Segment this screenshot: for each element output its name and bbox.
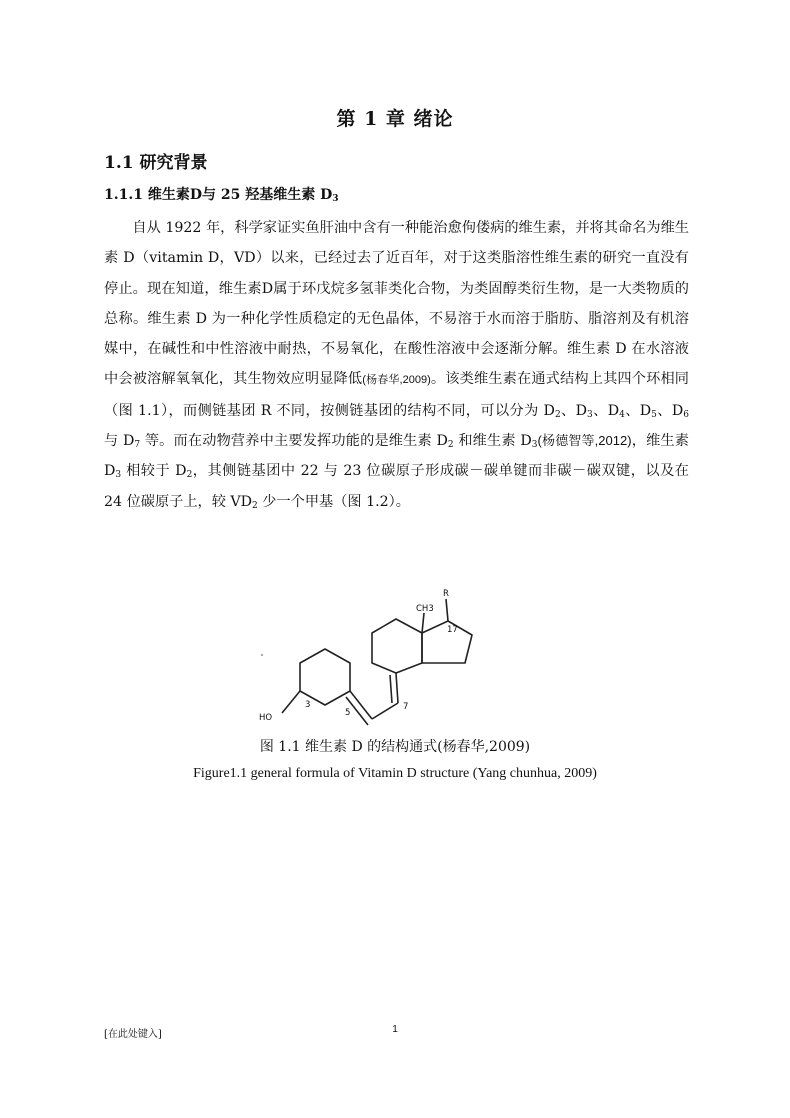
bond-c7-c8-double [390, 675, 392, 703]
page-number: 1 [392, 1024, 398, 1035]
bond-c7-c8 [396, 673, 398, 703]
label-c17: 17 [447, 625, 458, 635]
subscript: 3 [531, 440, 538, 451]
label-c3: 3 [305, 700, 311, 710]
body-text [104, 213, 689, 517]
text-run: 等。而在动物营养中主要发挥功能的是维生素 D [140, 433, 448, 450]
chapter-title: 第 1 章 绪论 [336, 108, 454, 130]
figure-caption-english: Figure1.1 general formula of Vitamin D structure (Yang chunhua, 2009) [193, 766, 597, 781]
label-r: R [443, 589, 449, 599]
subscript: 2 [554, 409, 561, 420]
subsection-title-text: 1.1.1 维生素D与 25 羟基维生素 D [104, 187, 333, 203]
bond-hydroxyl [282, 691, 300, 713]
text-run: 、D [656, 402, 684, 419]
ring-a [300, 649, 350, 705]
text-run: ，其侧链基团中 22 与 23 位碳原子形成碳－碳单键而非碳－碳双键，以及在 24 位碳原子上，较 VD [104, 463, 689, 510]
text-run: 、D [624, 402, 652, 419]
figure-caption-chinese: 图 1.1 维生素 D 的结构通式(杨春华,2009) [259, 739, 531, 755]
text-run: 与 D [104, 433, 135, 450]
label-ch3: CH3 [416, 604, 434, 614]
bond-side-chain [446, 599, 448, 621]
section-title: 1.1 研究背景 [104, 153, 208, 173]
subscript: 2 [447, 440, 454, 451]
footer-placeholder[interactable]: [在此处键入] [104, 1029, 162, 1040]
text-run: 和维生素 D [453, 433, 532, 450]
label-ho: HO [259, 713, 273, 723]
subsection-title [104, 184, 339, 204]
subscript: 2 [186, 470, 193, 481]
text-run: 、D [592, 402, 620, 419]
stray-dot [261, 654, 263, 656]
text-run: 相较于 D [121, 463, 187, 480]
subscript: 4 [619, 409, 625, 420]
subscript: 2 [252, 500, 258, 511]
bond-methyl [422, 613, 424, 633]
text-run: ，维生素 D [104, 433, 689, 480]
vitamin-d-structure-figure [250, 585, 500, 730]
subsection-title-subscript: 3 [332, 194, 339, 204]
text-run: 。该类维生素在通式结构上其四个环相同（图 1.1），而侧链基团 R 不同，按侧链基团的结构不同，可以分为 D [104, 371, 689, 419]
subscript: 7 [134, 440, 141, 451]
text-run: 、D [560, 402, 588, 419]
bond-c6-c7 [372, 703, 398, 719]
paragraph-vitamin-d [104, 213, 689, 517]
subscript: 5 [651, 409, 657, 420]
label-c7: 7 [403, 702, 409, 712]
citation: (杨德智等,2012) [537, 433, 632, 449]
subscript: 3 [587, 409, 593, 420]
subscript: 3 [115, 470, 122, 481]
subscript: 6 [683, 409, 689, 420]
citation: (杨春华,2009) [362, 374, 431, 387]
text-run: 少一个甲基（图 1.2）。 [257, 493, 410, 510]
ring-c [372, 619, 422, 673]
text-run: 自从 1922 年，科学家证实鱼肝油中含有一种能治愈佝偻病的维生素，并将其命名为维生素 D（vitamin D，VD）以来，已经过去了近百年，对于这类脂溶性维生素的研究一直没有停止。现在知道，维生素D属于环戊烷多氢菲类化合物，为类固醇类衍生物，是一大类物质的总称。维生素 D 为一种化学性质稳定的无色晶体，不易溶于水而溶于脂肪、脂溶剂及有机溶媒中，在碱性和中性溶液中耐热，不易氧化，在酸性溶液中会逐渐分解。维生素 D 在水溶液中会被溶解氧氧化，其生物效应明显降低 [104, 220, 689, 388]
label-c5: 5 [345, 708, 351, 718]
